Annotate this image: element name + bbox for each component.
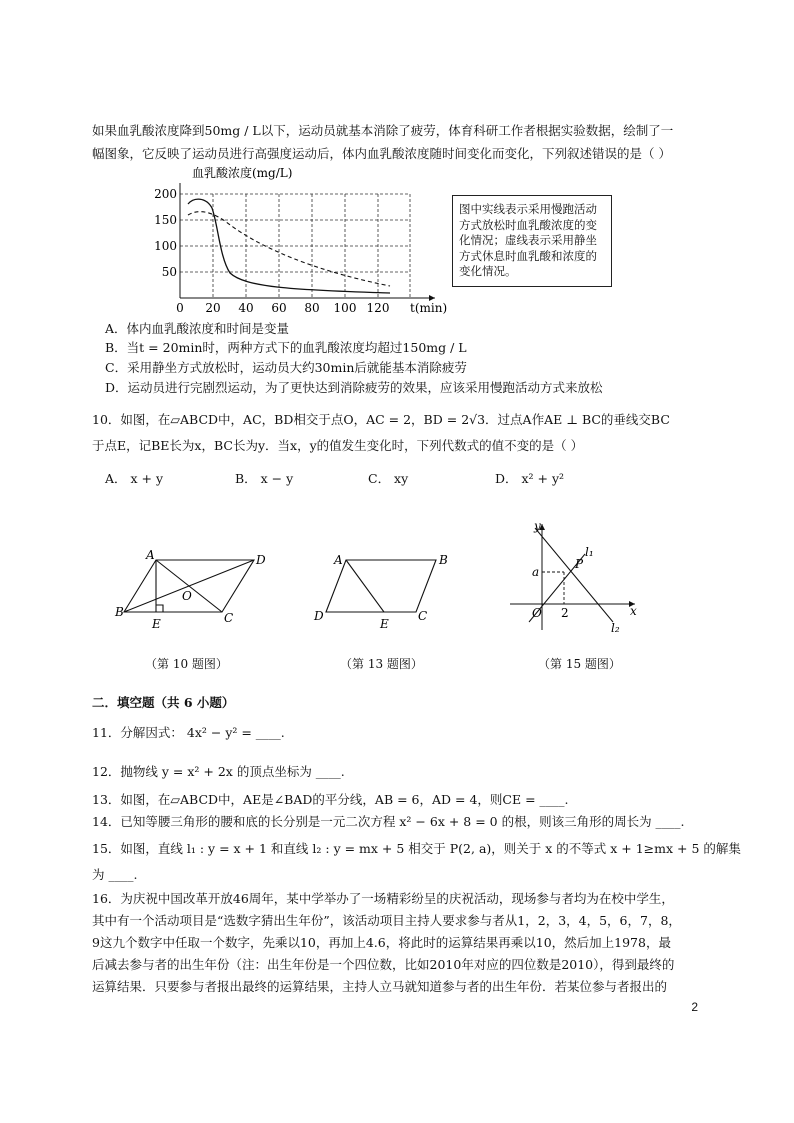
xtick-60: 60 bbox=[271, 301, 287, 315]
xtick-80: 80 bbox=[304, 301, 320, 315]
figure-13-caption: （第 13 题图） bbox=[340, 657, 423, 671]
fig15-label-l1: l₁ bbox=[585, 545, 594, 559]
chart-ylabel: 血乳酸浓度(mg/L) bbox=[192, 166, 293, 180]
fig15-label-x: x bbox=[630, 604, 637, 618]
q16-text-line-4: 后减去参与者的出生年份（注：出生年份是一个四位数，比如2010年对应的四位数是2010），得到最终的 bbox=[92, 957, 675, 972]
q16-text-line-3: 9这九个数字中任取一个数字，先乘以10，再加上4.6，将此时的运算结果再乘以10，然后加上1978，最 bbox=[92, 935, 671, 950]
page-number: 2 bbox=[691, 1000, 698, 1014]
chart-note-box bbox=[452, 195, 612, 287]
q9-text-line-1: 如果血乳酸浓度降到50mg / L以下，运动员就基本消除了疲劳，体育科研工作者根据实验数据，绘制了一 bbox=[92, 123, 674, 138]
figure-10-parallelogram bbox=[112, 548, 272, 638]
lactate-chart bbox=[150, 163, 448, 315]
q9-option-b: B．当t = 20min时，两种方式下的血乳酸浓度均超过150mg / L bbox=[105, 340, 467, 355]
chart-xlabel: t(min) bbox=[410, 301, 448, 315]
xtick-40: 40 bbox=[238, 301, 254, 315]
fig10-label-o: O bbox=[182, 589, 192, 603]
fig15-label-y: y bbox=[534, 519, 541, 533]
q9-option-d: D．运动员进行完剧烈运动，为了更快达到消除疲劳的效果，应该采用慢跑活动方式来放松 bbox=[105, 380, 603, 395]
xtick-100: 100 bbox=[333, 301, 357, 315]
note-line: 图中实线表示采用慢跑活动 bbox=[459, 202, 597, 216]
note-line: 化情况；虚线表示采用静坐 bbox=[459, 233, 597, 247]
jogging-curve bbox=[188, 199, 390, 293]
q15-text-line-2: 为 ____. bbox=[92, 867, 138, 882]
q11-text: 11．分解因式： 4x² − y² = ____. bbox=[92, 725, 285, 740]
xtick-20: 20 bbox=[205, 301, 221, 315]
ytick-100: 100 bbox=[154, 239, 177, 253]
section-2-title: 二．填空题（共 6 小题） bbox=[92, 695, 235, 710]
note-line: 方式放松时血乳酸浓度的变 bbox=[459, 217, 597, 232]
fig13-label-e: E bbox=[380, 617, 389, 631]
figure-15-caption: （第 15 题图） bbox=[538, 657, 621, 671]
fig15-label-o: O bbox=[532, 606, 542, 620]
fig15-label-p: P bbox=[575, 557, 584, 571]
fig15-label-2: 2 bbox=[561, 606, 569, 620]
q12-text: 12．抛物线 y = x² + 2x 的顶点坐标为 ____. bbox=[92, 764, 345, 779]
resting-curve bbox=[188, 212, 390, 286]
q16-text-line-2: 其中有一个活动项目是“选数字猜出生年份”，该活动项目主持人要求参与者从1，2，3，4，5，6，7，8， bbox=[92, 913, 681, 928]
figure-10-caption: （第 10 题图） bbox=[145, 657, 228, 671]
figure-15-lines bbox=[505, 520, 645, 635]
fig10-label-e: E bbox=[152, 617, 161, 631]
note-line: 变化情况。 bbox=[459, 264, 517, 278]
q14-text: 14．已知等腰三角形的腰和底的长分别是一元二次方程 x² − 6x + 8 = 0 的根，则该三角形的周长为 ____. bbox=[92, 814, 685, 829]
q9-option-c: C．采用静坐方式放松时，运动员大约30min后就能基本消除疲劳 bbox=[105, 360, 467, 375]
note-line: 方式休息时血乳酸和浓度的 bbox=[459, 248, 597, 263]
fig13-label-a: A bbox=[334, 553, 343, 567]
fig10-label-c: C bbox=[224, 611, 234, 625]
fig15-label-a: a bbox=[532, 565, 540, 579]
fig10-label-a: A bbox=[146, 548, 155, 562]
q10-option-b: B． x − y bbox=[235, 471, 294, 486]
ytick-200: 200 bbox=[154, 187, 177, 201]
q10-text-line-2: 于点E，记BE长为x，BC长为y．当x，y的值发生变化时，下列代数式的值不变的是（ ） bbox=[92, 438, 584, 453]
xtick-120: 120 bbox=[366, 301, 390, 315]
fig10-label-b: B bbox=[115, 605, 124, 619]
fig13-label-b: B bbox=[439, 553, 448, 567]
fig13-label-c: C bbox=[418, 609, 428, 623]
q10-option-a: A． x + y bbox=[105, 471, 164, 486]
figure-13-parallelogram bbox=[308, 548, 458, 638]
q9-option-a: A．体内血乳酸浓度和时间是变量 bbox=[105, 321, 290, 336]
fig10-label-d: D bbox=[256, 553, 266, 567]
q10-option-d: D． x² + y² bbox=[495, 471, 565, 486]
q16-text-line-5: 运算结果．只要参与者报出最终的运算结果，主持人立马就知道参与者的出生年份．若某位参与者报出的 bbox=[92, 979, 668, 994]
fig15-label-l2: l₂ bbox=[611, 621, 620, 635]
xtick-0: 0 bbox=[176, 301, 184, 315]
q10-option-c: C． xy bbox=[368, 471, 409, 486]
q10-text-line-1: 10．如图，在▱ABCD中，AC，BD相交于点O，AC = 2，BD = 2√3．过点A作AE ⊥ BC的垂线交BC bbox=[92, 412, 670, 427]
q13-text: 13．如图，在▱ABCD中，AE是∠BAD的平分线，AB = 6，AD = 4，则CE = ____. bbox=[92, 792, 569, 807]
q15-text-line-1: 15．如图，直线 l₁ : y = x + 1 和直线 l₂ : y = mx + 5 相交于 P(2, a)，则关于 x 的不等式 x + 1≥mx + 5 的解集 bbox=[92, 841, 741, 856]
q16-text-line-1: 16．为庆祝中国改革开放46周年，某中学举办了一场精彩纷呈的庆祝活动，现场参与者均为在校中学生， bbox=[92, 891, 674, 906]
q9-text-line-2: 幅图象，它反映了运动员进行高强度运动后，体内血乳酸浓度随时间变化而变化，下列叙述错误的是（ ） bbox=[92, 146, 671, 161]
fig13-label-d: D bbox=[314, 609, 324, 623]
ytick-150: 150 bbox=[154, 213, 177, 227]
ytick-50: 50 bbox=[161, 265, 177, 279]
